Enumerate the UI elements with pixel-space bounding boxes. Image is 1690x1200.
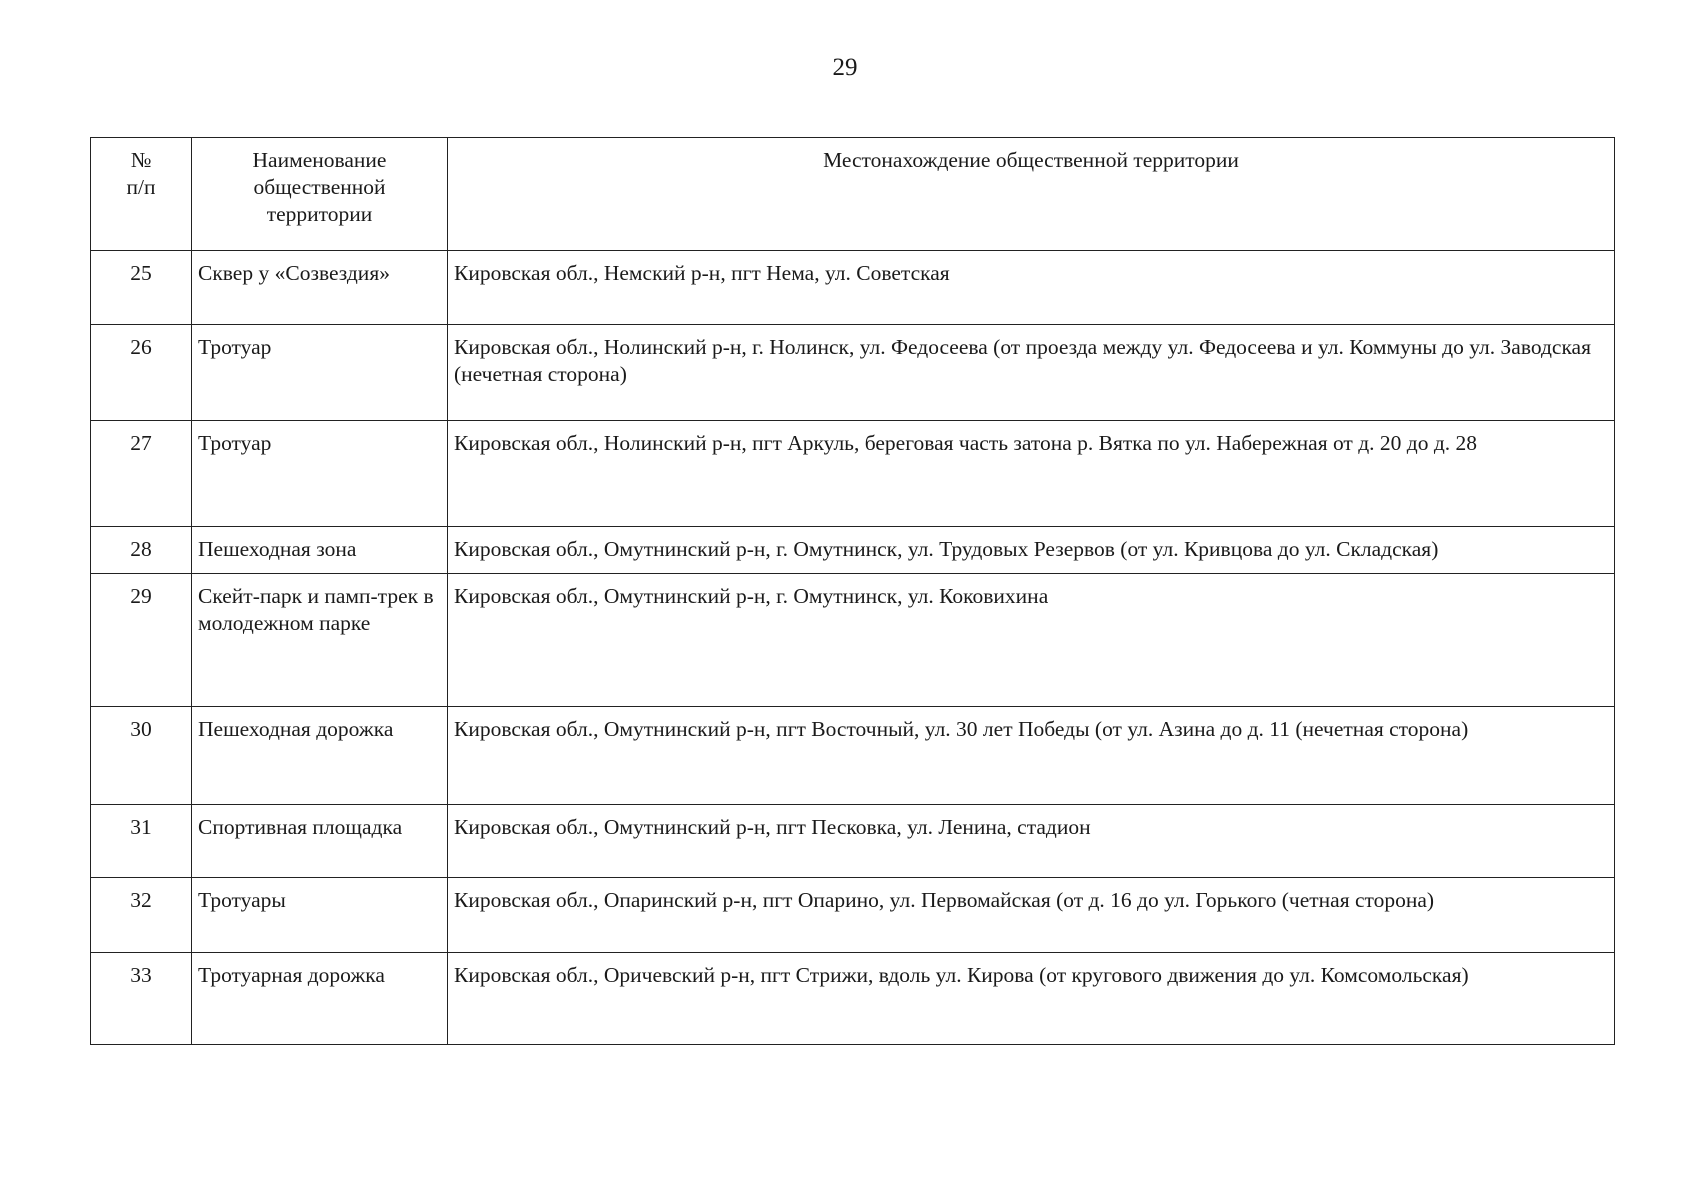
table-row bbox=[91, 421, 1615, 527]
row-number: 28 bbox=[91, 527, 192, 574]
table-row bbox=[91, 251, 1615, 325]
row-number: 33 bbox=[91, 953, 192, 1045]
header-num-line: № bbox=[130, 148, 152, 172]
territory-name: Тротуар bbox=[192, 421, 448, 527]
table-row bbox=[91, 325, 1615, 421]
territory-name: Тротуарная дорожка bbox=[192, 953, 448, 1045]
territory-name: Сквер у «Созвездия» bbox=[192, 251, 448, 325]
territory-name: Тротуар bbox=[192, 325, 448, 421]
territory-location: Кировская обл., Омутнинский р-н, пгт Песковка, ул. Ленина, стадион bbox=[448, 805, 1615, 878]
table-row bbox=[91, 878, 1615, 953]
header-name-line: общественной bbox=[253, 175, 386, 199]
row-number: 25 bbox=[91, 251, 192, 325]
header-name-line: Наименование bbox=[252, 148, 387, 172]
row-number: 29 bbox=[91, 574, 192, 707]
header-name bbox=[192, 138, 448, 251]
table-row bbox=[91, 527, 1615, 574]
header-num-line: п/п bbox=[126, 175, 156, 199]
territory-location: Кировская обл., Омутнинский р-н, г. Омутнинск, ул. Трудовых Резервов (от ул. Кривцова до ул. Складская) bbox=[448, 527, 1615, 574]
table-header-row bbox=[91, 138, 1615, 251]
header-name-line: территории bbox=[266, 202, 373, 226]
territory-name: Тротуары bbox=[192, 878, 448, 953]
row-number: 27 bbox=[91, 421, 192, 527]
territory-location: Кировская обл., Омутнинский р-н, пгт Восточный, ул. 30 лет Победы (от ул. Азина до д. 11 (нечетная сторона) bbox=[448, 707, 1615, 805]
row-number: 32 bbox=[91, 878, 192, 953]
header-num bbox=[91, 138, 192, 251]
territory-name: Пешеходная зона bbox=[192, 527, 448, 574]
page-number: 29 bbox=[832, 54, 858, 81]
row-number: 31 bbox=[91, 805, 192, 878]
table-row bbox=[91, 953, 1615, 1045]
territory-location: Кировская обл., Нолинский р-н, пгт Аркуль, береговая часть затона р. Вятка по ул. Набережная от д. 20 до д. 28 bbox=[448, 421, 1615, 527]
table-row bbox=[91, 574, 1615, 707]
territory-name: Пешеходная дорожка bbox=[192, 707, 448, 805]
territory-location: Кировская обл., Омутнинский р-н, г. Омутнинск, ул. Коковихина bbox=[448, 574, 1615, 707]
table-row bbox=[91, 707, 1615, 805]
territory-location: Кировская обл., Немский р-н, пгт Нема, ул. Советская bbox=[448, 251, 1615, 325]
table-row bbox=[91, 805, 1615, 878]
row-number: 30 bbox=[91, 707, 192, 805]
row-number: 26 bbox=[91, 325, 192, 421]
territory-location: Кировская обл., Опаринский р-н, пгт Опарино, ул. Первомайская (от д. 16 до ул. Горького (четная сторона) bbox=[448, 878, 1615, 953]
territory-location: Кировская обл., Нолинский р-н, г. Нолинск, ул. Федосеева (от проезда между ул. Федосеева и ул. Коммуны до ул. Заводская (нечетная сторона) bbox=[448, 325, 1615, 421]
territory-location: Кировская обл., Оричевский р-н, пгт Стрижи, вдоль ул. Кирова (от кругового движения до ул. Комсомольская) bbox=[448, 953, 1615, 1045]
public-territories-table bbox=[90, 137, 1615, 1045]
territory-name: Скейт-парк и памп-трек в молодежном парке bbox=[192, 574, 448, 707]
territory-name: Спортивная площадка bbox=[192, 805, 448, 878]
header-location: Местонахождение общественной территории bbox=[448, 138, 1615, 251]
